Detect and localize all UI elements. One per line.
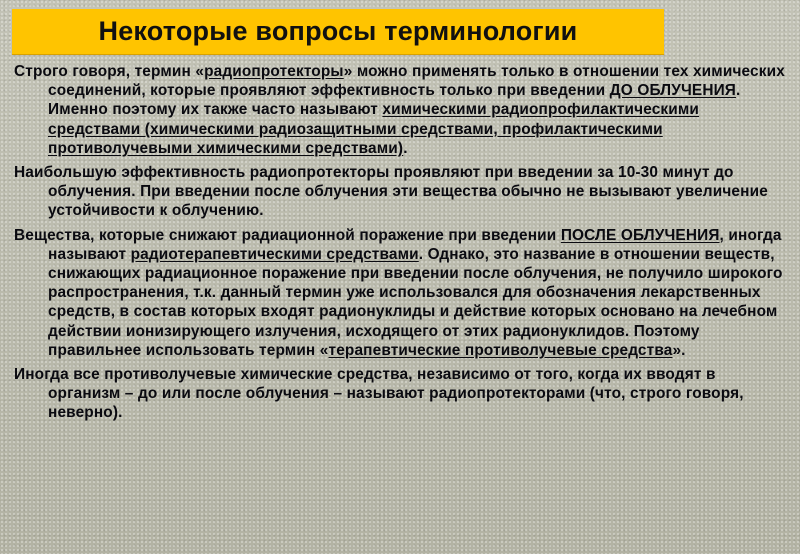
text-run: . bbox=[403, 139, 408, 157]
text-run: Строго говоря, термин « bbox=[14, 63, 205, 80]
underlined-term: радиопротекторы bbox=[204, 63, 344, 80]
paragraph-efficacy-timing bbox=[14, 163, 786, 221]
text-run: » можно применять только в отношении тех химических соединений, которые проявляют эффективность только при введении bbox=[48, 63, 785, 100]
paragraph-post-exposure-agents bbox=[14, 226, 786, 360]
underlined-term: химическими радиопрофилактическими средствами (химическими радиозащитными средствами, профилактическими противолучевыми химическими средствами) bbox=[48, 101, 700, 157]
underlined-term: терапевтические противолучевые средства bbox=[328, 341, 673, 359]
slide-title: Некоторые вопросы терминологии bbox=[98, 16, 578, 46]
text-run: , иногда называют bbox=[48, 226, 782, 263]
text-run: Вещества, которые снижают радиационной поражение при введении bbox=[14, 226, 561, 244]
slide-body bbox=[14, 62, 786, 428]
text-run: Иногда все противолучевые химические средства, независимо от того, когда их вводят в организм – до или после облучения – называют радиопротекторами (что, строго говоря, неверно). bbox=[14, 366, 744, 422]
text-run: . Именно поэтому их также часто называют bbox=[48, 82, 741, 119]
underlined-term: радиотерапевтическими средствами bbox=[130, 245, 419, 263]
text-run: ». bbox=[672, 341, 686, 359]
text-run: . Однако, это название в отношении веществ, снижающих радиационное поражение при введении после облучения, не получило широкого распространения, т.к. данный термин уже использовался для обозначения лекарственных средств, в состав которых входят радионуклиды и действие которых основано на лечебном действии ионизирующего излучения, исходящего от этих радионуклидов. Поэтому правильнее использовать термин « bbox=[48, 245, 783, 359]
title-bar bbox=[12, 9, 664, 55]
paragraph-radioprotectors-definition bbox=[14, 62, 786, 158]
paragraph-general-usage bbox=[14, 365, 786, 423]
underlined-term: ПОСЛЕ ОБЛУЧЕНИЯ bbox=[560, 226, 720, 244]
text-run: Наибольшую эффективность радиопротекторы проявляют при введении за 10-30 минут до облучения. При введении после облучения эти вещества обычно не вызывают увеличение устойчивости к облучению. bbox=[14, 164, 768, 220]
underlined-term: ДО ОБЛУЧЕНИЯ bbox=[609, 82, 737, 100]
